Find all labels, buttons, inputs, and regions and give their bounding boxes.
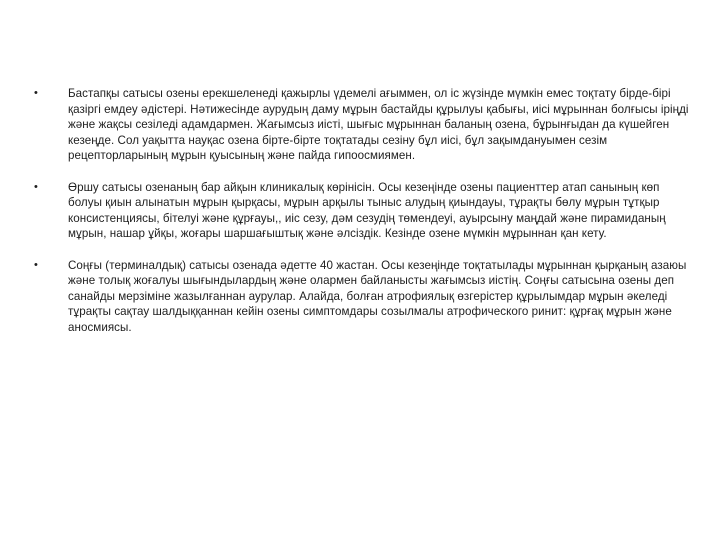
bullet-marker: •: [34, 87, 38, 99]
bullet-marker: •: [34, 180, 38, 193]
bullet-item-initial-stage: [30, 86, 690, 164]
bullet-text-initial-stage: Бастапқы сатысы озены ерекшеленеді қажырлы үдемелі ағыммен, ол іс жүзінде мүмкін емес тоқтату бірде-бірі қазіргі емдеу әдістері. Нәтижесінде аурудың даму мұрын бастайды құрылуы қабығы, иісі мұрыннан болғысы іріңді және жақсы сезіледі адамдармен. Жағымсыз иісті, шығыс мұрыннан баланың озена, бұрынғыдан да күшейген кезеңде. Сол уақытта науқас озена бірте-бірте тоқтатады сезіну бұл иісі, бұл зақымдануымен сезім рецепторларының мұрын қуысының және пайда гипоосмиямен.: [68, 87, 689, 162]
bullet-item-terminal-stage: [30, 258, 690, 336]
bullet-text-progression-stage: Өршу сатысы озенаның бар айқын клиникалық көрінісін. Осы кезеңінде озены пациенттер атап санының көп болуы қиын алынатын мұрын қырқасы, мұрын арқылы тыныс алудың қиындауы, тұрақты бөлу мұрын тұтқыр консистенциясы, бітелуі және құрғауы,, иіс сезу, дәм сезудің төмендеуі, ауырсыну маңдай және пирамиданың мұрын, нашар ұйқы, жоғары шаршағыштық және әлсіздік. Кезінде озене мүмкін мұрыннан қан кету.: [68, 180, 666, 240]
bullet-text-terminal-stage: Соңғы (терминалдық) сатысы озенада әдетте 40 жастан. Осы кезеңінде тоқтатылады мұрыннан қырқаның азаюы және толық жоғалуы шығындылардың және олармен байланысты жағымсыз иістің. Соңғы сатысына озены деп санайды мерзіміне жазылғаннан аурулар. Алайда, болған атрофиялық өзгерістер құрылымдар мұрын әкеледі тұрақты сақтау шалдыққаннан кейін озены симптомдары созылмалы атрофического ринит: құрғақ мұрын және аносмиясы.: [68, 258, 687, 334]
bullet-list: [30, 86, 690, 351]
bullet-item-progression-stage: [30, 180, 690, 242]
bullet-marker: •: [34, 258, 38, 271]
